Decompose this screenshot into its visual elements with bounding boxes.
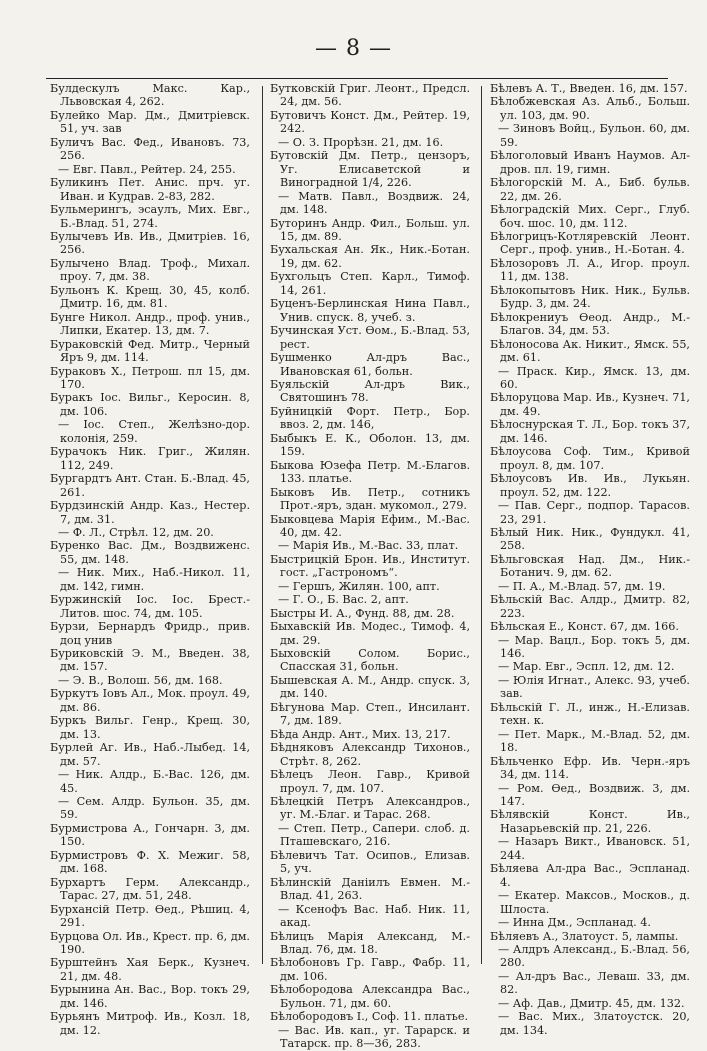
directory-entry: Бѣлокрениуъ Өеод. Андр., М.-Благов. 34, дм. 53.	[490, 310, 690, 338]
directory-entry: Быхавскій Ив. Модес., Тимоф. 4, дм. 29.	[270, 620, 470, 647]
directory-entry: Бухальская Ан. Як., Ник.-Ботан. 19, дм. 62.	[270, 243, 470, 270]
directory-entry: — Евг. Павл., Рейтер. 24, 255.	[58, 162, 236, 176]
directory-entry: — Мар. Евг., Эспл. 12, дм. 12.	[498, 660, 675, 674]
directory-entry: Бурачокъ Ник. Григ., Жилян. 112, 249.	[50, 445, 250, 472]
directory-column-3	[490, 82, 690, 1037]
directory-entry: Бѣлицъ Марія Александ, М.-Влад. 76, дм. 18.	[270, 929, 470, 956]
directory-entry: — Инна Дм., Эспланад. 4.	[498, 916, 651, 930]
directory-entry: Бѣлобородовъ І., Соф. 11. платье.	[270, 1010, 469, 1024]
directory-entry: Бурштейнъ Хая Берк., Кузнеч. 21, дм. 48.	[50, 956, 250, 983]
directory-entry: Бучинская Уст. Өом., Б.-Влад. 53, рест.	[270, 324, 470, 351]
directory-entry: Бурцова Ол. Ив., Крест. пр. 6, дм. 190.	[50, 929, 250, 956]
directory-entry: Булдескулъ Макс. Кар., Львовская 4, 262.	[50, 82, 250, 109]
directory-entry: Бѣльскій Г. Л., инж., Н.-Елизав. техн. к.	[490, 700, 690, 728]
directory-entry: Бурхансій Петр. Өед., Рѣшиц. 4, 291.	[50, 902, 250, 930]
directory-entry: Бѣлинскій Даніилъ Евмен. М.-Влад. 41, 263.	[270, 875, 470, 903]
directory-entry: Бѣлецъ Леон. Гавр., Кривой проул. 7, дм. 107.	[270, 768, 470, 795]
directory-entry: — Степ. Петр., Сапери. слоб. д. Пташевскаго, 216.	[278, 821, 470, 849]
directory-entry: Бухгольцъ Степ. Карл., Тимоф. 14, 261.	[270, 270, 470, 297]
directory-entry: Бѣльская Е., Конст. 67, дм. 166.	[490, 620, 679, 634]
directory-entry: Бургардтъ Ант. Стан. Б.-Влад. 45, 261.	[50, 472, 250, 499]
page-number: — 8 —	[315, 36, 392, 61]
directory-entry: Бульмерингъ, эсаулъ, Мих. Евг., Б.-Влад. 51, 274.	[50, 203, 250, 230]
directory-entry: — Вас. Ив. кап., уг. Тарарск. и Татарск. пр. 8—36, 283.	[278, 1023, 470, 1051]
directory-entry: Бѣлявскій Конст. Ив., Назарьевскій пр. 21, 226.	[490, 808, 690, 835]
directory-entry: Бѣлевъ А. Т., Введен. 16, дм. 157.	[490, 82, 688, 95]
directory-entry: Бутовскій Дм. Петр., цензоръ, Уг. Елисаветской и Виноградной 1/4, 226.	[270, 149, 470, 190]
column-divider	[481, 86, 482, 964]
directory-entry: — П. А., М.-Влад. 57, дм. 19.	[498, 579, 666, 593]
directory-entry: Буяльскій Ал-дръ Вик., Святошинъ 78.	[270, 377, 470, 405]
directory-entry: — Юлія Игнат., Алекс. 93, учеб. зав.	[498, 673, 690, 701]
directory-entry: Буркъ Вильг. Генр., Крещ. 30, дм. 13.	[50, 714, 250, 741]
directory-entry: Буйницкій Форт. Петр., Бор. ввоз. 2, дм. 146,	[270, 404, 470, 432]
directory-entry: Бѣлокопытовъ Ник. Ник., Бульв. Будр. 3, дм. 24.	[490, 283, 690, 311]
directory-entry: Буракъ Іос. Вильг., Керосин. 8, дм. 106.	[50, 391, 250, 418]
directory-entry: Бѣлобородова Александра Вас., Бульон. 71, дм. 60.	[270, 983, 470, 1010]
directory-entry: Бѣлоусовъ Ив. Ив., Лукьян. проул. 52, дм. 122.	[490, 472, 690, 499]
directory-entry: Быстры И. А., Фунд. 88, дм. 28.	[270, 606, 455, 620]
header-rule	[46, 78, 668, 79]
directory-entry: Буркутъ Іовъ Ал., Мок. проул. 49, дм. 86.	[50, 687, 250, 714]
directory-entry: Бѣлобжевская Аз. Альб., Больш. ул. 103, дм. 90.	[490, 95, 690, 122]
directory-entry: Бѣльговская Над. Дм., Ник.-Ботанич. 9, дм. 62.	[490, 552, 690, 580]
directory-entry: Булычевъ Ив. Ив., Дмитріев. 16, 256.	[50, 229, 250, 257]
directory-entry: Бурлей Аг. Ив., Наб.-Лыбед. 14, дм. 57.	[50, 741, 250, 768]
directory-entry: Бѣдняковъ Александр Тихонов., Стрѣт. 8, 262.	[270, 741, 470, 768]
directory-entry: — Ал-дръ Вас., Леваш. 33, дм. 82.	[498, 969, 690, 997]
directory-entry: Бутовичъ Конст. Дм., Рейтер. 19, 242.	[270, 108, 470, 136]
directory-entry: Бѣда Андр. Ант., Мих. 13, 217.	[270, 727, 451, 741]
directory-entry: — Ксенофъ Вас. Наб. Ник. 11, акад.	[278, 902, 470, 930]
directory-entry: — Мар. Вацл., Бор. токъ 5, дм. 146.	[498, 633, 690, 661]
directory-entry: — Ник. Алдр., Б.-Вас. 126, дм. 45.	[58, 768, 250, 795]
directory-entry: Бутковскій Григ. Леонт., Предсл. 24, дм. 56.	[270, 82, 470, 109]
directory-entry: Бѣльскій Вас. Алдр., Дмитр. 82, 223.	[490, 593, 690, 620]
directory-entry: Бурмистровъ Ф. Х. Межиг. 58, дм. 168.	[50, 848, 250, 876]
directory-column-1	[50, 82, 250, 1037]
directory-column-2	[270, 82, 470, 1051]
directory-entry: — Праск. Кир., Ямск. 13, дм. 60.	[498, 364, 690, 391]
directory-entry: — Назаръ Викт., Ивановск. 51, 244.	[498, 835, 690, 862]
directory-entry: Буценъ-Берлинская Нина Павл., Унив. спуск. 8, учеб. з.	[270, 297, 470, 324]
column-divider	[262, 86, 263, 964]
directory-entry: — Гершъ, Жилян. 100, апт.	[278, 579, 440, 593]
directory-entry: Булычено Влад. Троф., Михал. проу. 7, дм. 38.	[50, 256, 250, 284]
directory-entry: — Іос. Степ., Желѣзно-дор. колонія, 259.	[58, 418, 250, 445]
directory-entry: Бурынина Ан. Вас., Вор. токъ 29, дм. 146.	[50, 983, 250, 1010]
directory-entry: Быбыкъ Е. К., Оболон. 13, дм. 159.	[270, 431, 470, 459]
directory-entry: — Пет. Марк., М.-Влад. 52, дм. 18.	[498, 727, 690, 755]
directory-entry: — Э. В., Волош. 56, дм. 168.	[58, 673, 223, 687]
directory-entry: — О. З. Прорѣзн. 21, дм. 16.	[278, 135, 444, 149]
directory-entry: Бушменко Ал-дръ Вас., Ивановская 61, больн.	[270, 351, 470, 378]
directory-entry: Бѣгунова Мар. Степ., Инсилант. 7, дм. 189.	[270, 700, 470, 728]
directory-entry: Буликинъ Пет. Анис. прч. уг. Иван. и Кудрав. 2-83, 282.	[50, 176, 250, 203]
directory-entry: Бураковскій Фед. Митр., Черный Яръ 9, дм. 114.	[50, 337, 250, 365]
directory-entry: Бѣлозоровъ Л. А., Игор. проул. 11, дм. 138.	[490, 256, 690, 284]
directory-entry: — Ф. Л., Стрѣл. 12, дм. 20.	[58, 525, 214, 539]
directory-entry: Бѣлый Ник. Ник., Фундукл. 41, 258.	[490, 525, 690, 553]
directory-entry: Бѣлоусова Соф. Тим., Кривой проул. 8, дм. 107.	[490, 445, 690, 472]
directory-entry: — Г. О., Б. Вас. 2, апт.	[278, 593, 409, 607]
directory-entry: Быховскій Солом. Борис., Спасская 31, больн.	[270, 647, 470, 674]
directory-entry: Бурьянъ Митроф. Ив., Козл. 18, дм. 12.	[50, 1010, 250, 1037]
directory-entry: — Матв. Павл., Воздвиж. 24, дм. 148.	[278, 189, 470, 217]
directory-entry: Бѣлоградскій Мих. Серг., Глуб. боч. шос. 10, дм. 112.	[490, 203, 690, 230]
directory-entry: Быковцева Марія Ефим., М.-Вас. 40, дм. 42.	[270, 512, 470, 539]
directory-entry: Бѣлобоновъ Гр. Гавр., Фабр. 11, дм. 106.	[270, 956, 470, 983]
directory-entry: Бурмистрова А., Гончарн. 3, дм. 150.	[50, 821, 250, 849]
directory-entry: — Сем. Алдр. Бульон. 35, дм. 59.	[58, 795, 250, 822]
directory-entry: Буржинскій Іос. Іос. Брест.-Литов. шос. 74, дм. 105.	[50, 593, 250, 620]
directory-entry: Буренко Вас. Дм., Воздвиженс. 55, дм. 148.	[50, 539, 250, 566]
directory-entry: Бульонъ К. Крещ. 30, 45, колб. Дмитр. 16, дм. 81.	[50, 283, 250, 311]
directory-entry: Бѣлоснурская Т. Л., Бор. токъ 37, дм. 146.	[490, 418, 690, 445]
directory-entry: Бунге Никол. Андр., проф. унив., Липки, Екатер. 13, дм. 7.	[50, 310, 250, 338]
directory-entry: Бѣлецкій Петръ Александров., уг. М.-Благ. и Тарас. 268.	[270, 795, 470, 822]
directory-entry: — Екатер. Максов., Москов., д. Шлоста.	[498, 889, 690, 916]
directory-entry: Бѣлогорскій М. А., Биб. бульв. 22, дм. 26.	[490, 176, 690, 203]
directory-entry: — Зиновъ Войц., Бульон. 60, дм. 59.	[498, 122, 690, 149]
directory-entry: Буторинъ Андр. Фил., Больш. ул. 15, дм. 89.	[270, 216, 470, 243]
directory-entry: Бѣляевъ А., Златоуст. 5, лампы.	[490, 929, 679, 943]
directory-entry: Бѣлоносова Ак. Никит., Ямск. 55, дм. 61.	[490, 337, 690, 365]
directory-entry: Булейко Мар. Дм., Дмитріевск. 51, уч. зав	[50, 108, 250, 136]
directory-entry: Бѣльченко Ефр. Ив. Черн.-яръ 34, дм. 114.	[490, 754, 690, 782]
directory-entry: Бѣлоголовый Иванъ Наумов. Ал-дров. пл. 19, гимн.	[490, 149, 690, 176]
directory-entry: — Ник. Мих., Наб.-Никол. 11, дм. 142, гимн.	[58, 566, 250, 593]
directory-entry: Быкова Юзефа Петр. М.-Благов. 133. платье.	[270, 458, 470, 486]
directory-entry: Бурдзинскій Андр. Каз., Нестер. 7, дм. 31.	[50, 499, 250, 526]
directory-entry: — Ром. Өед., Воздвиж. 3, дм. 147.	[498, 781, 690, 809]
directory-entry: Бѣлоруцова Мар. Ив., Кузнеч. 71, дм. 49.	[490, 391, 690, 418]
directory-entry: Быстрицкій Брон. Ив., Институт. гост. „Гастрономъ“.	[270, 552, 470, 580]
directory-entry: Буриковскій Э. М., Введен. 38, дм. 157.	[50, 647, 250, 674]
directory-entry: Бураковъ Х., Петрош. пл 15, дм. 170.	[50, 364, 250, 391]
directory-entry: — Вас. Мих., Златоустск. 20, дм. 134.	[498, 1010, 690, 1037]
directory-entry: Бышевская А. М., Андр. спуск. 3, дм. 140.	[270, 673, 470, 701]
directory-entry: Бурзи, Бернардъ Фридр., прив. доц унив	[50, 620, 250, 647]
directory-entry: Бѣлогрицъ-Котляревскій Леонт. Серг., проф. унив., Н.-Ботан. 4.	[490, 229, 690, 257]
directory-entry: — Алдръ Александ., Б.-Влад. 56, 280.	[498, 943, 690, 970]
directory-entry: — Марія Ив., М.-Вас. 33, плат.	[278, 539, 459, 553]
directory-entry: Бурхартъ Герм. Александр., Тарас. 27, дм. 51, 248.	[50, 875, 250, 903]
directory-entry: — Аф. Дав., Дмитр. 45, дм. 132.	[498, 996, 685, 1010]
directory-entry: Бѣляева Ал-дра Вас., Эспланад. 4.	[490, 862, 690, 889]
directory-entry: Быковъ Ив. Петр., сотникъ Прот.-яръ, здан. мукомол., 279.	[270, 485, 470, 513]
directory-entry: Бѣлевичъ Тат. Осипов., Елизав. 5, уч.	[270, 848, 470, 876]
directory-entry: Буличъ Вас. Фед., Ивановъ. 73, 256.	[50, 135, 250, 163]
directory-entry: — Пав. Серг., подпор. Тарасов. 23, 291.	[498, 499, 690, 526]
